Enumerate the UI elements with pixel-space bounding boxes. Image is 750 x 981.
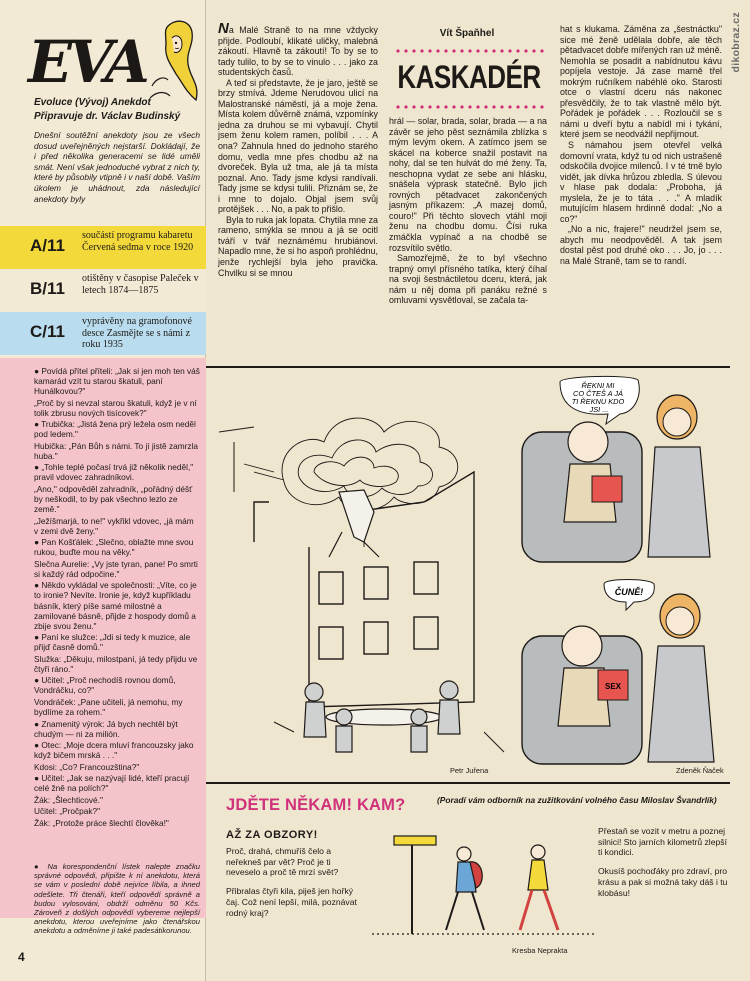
option-c-code: C/11 <box>30 322 65 341</box>
poem-stanza: Proč, drahá, chmuříš čelo a neřekneš par vět? Proč je ti neveselo a proč tě mrzí svět? <box>226 846 339 878</box>
leisure-subtitle: (Poradí vám odborník na zužitkování volného času Miloslav Švandrlík) <box>437 795 717 805</box>
falling-man <box>329 490 379 557</box>
article-title: KASKADÉR <box>397 58 541 96</box>
joke-line: „Proč by si nevzal starou škatuli, když je v ní tolik zbrusu nových tisícovek?" <box>34 397 197 418</box>
joke-line: „Ježíšmarjá, to ne!" vykřikl vdovec, „já mám v zemi dvě ženy." <box>34 515 194 536</box>
cartoon-reading-couple <box>520 372 725 572</box>
article-column-3 <box>560 24 722 267</box>
man-head <box>568 422 608 462</box>
leisure-title: JDĚTE NĚKAM! KAM? <box>226 796 406 814</box>
cartoon-credit-right: Zdeněk Ňaček <box>676 766 724 775</box>
joke-line: ● Znamenitý výrok: Já bych nechtěl být chudým — ni za milión. <box>34 718 178 739</box>
joke-line: ● Někdo vykládal ve společnosti: „Víte, co je to ironie? Nevíte. Ironie je, když kupříkladu básník, který píše samé milostné a zamilované básně, přijde z hospody domů a zbije svou ženu." <box>34 580 197 631</box>
window <box>364 567 388 599</box>
site-badge-text: dikobraz.cz <box>730 12 742 73</box>
joke-line: ● Trubička: „Jistá žena prý ležela osm neděl pod ledem." <box>34 419 196 440</box>
eva-subtitle: Evoluce (Vývoj) Anekdot <box>34 97 151 108</box>
joke-line: Kdosi: „Co? Francouzština?" <box>34 761 140 772</box>
article-paragraph: S námahou jsem otevřel velká domovní vrata, když tu od nich ustrašeně odskočila dvojice milenců. I v té tmě bylo vidět, jak dívka hrůzou zbledla. S úlevou v hlase pak dodala: „Proboha, já myslela, že je to táta . . ." A mladík mutujícím hlasem hrdinně dodal: „No a co?" <box>560 140 722 224</box>
man-head <box>562 626 602 666</box>
article-paragraph: Byla to ruka jak lopata. Chytila mne za rameno, smýkla se mnou a já se ocitl tváří v tvář neznámému hrubiánovi. Napadlo mne, že si ho aspoň prohlédnu, jenže rychlejší byla jeho pravička. Chvilku si se mnou <box>218 214 378 278</box>
window <box>319 627 343 659</box>
article-paragraph: hrál — solar, brada, solar, brada — a na závěr se jeho pěst seznámila zblízka s mým levým okem. A zatímco jsem se skácel na koberce snažil postavit na nohy, dal se ten hulvát do mé ženy. Ta, neschopna vydat ze sebe ani hlásku, snášela výprask statečně. Bylo jich rovných pětadvacet zakončených jasným příkazem: „A mazej domů, couro!" Při těchto slovech vtáhl moji ženu na chodbu domu. Čísi ruka zmáčkla vypínač a na chodbě se rozsvítilo světlo. <box>389 116 547 253</box>
option-b-code: B/11 <box>30 279 65 298</box>
article-paragraph: Samozřejmě, že to byl všechno trapný omyl přísného tatíka, který číhal na svoji šestnáctiletou dceru, která, jak nám u něj doma při panáku režné s omluvami vysvětloval, se začala ta- <box>389 253 547 306</box>
joke-line: ● Učitel: „Proč nechodíš rovnou domů, Vondráčku, co?" <box>34 675 176 696</box>
poem-stanza: Okusíš pochoďáky pro zdraví, pro krásu a pak si možná taky dáš i tu klobásu! <box>598 866 728 898</box>
leisure-poem-right <box>598 826 728 906</box>
joke-line: ● „Tohle teplé počasí trvá již několik neděl," pravil vdovec zahradníkovi. <box>34 462 194 483</box>
leisure-poem-left <box>226 846 360 926</box>
building <box>219 427 474 707</box>
poem-stanza: Přibralas čtyři kila, piješ jen hořký čaj. Což není lepší, milá, poznávat rodný kraj? <box>226 886 357 918</box>
leisure-credit: Kresba Neprakta <box>512 946 568 955</box>
jokes-panel <box>0 358 206 918</box>
eva-prepared-by: Připravuje dr. Václav Budinský <box>34 111 181 122</box>
cartoon-burning-building <box>214 372 514 772</box>
cartoon-sex-book <box>520 576 725 772</box>
eva-girl-drawing <box>146 18 202 108</box>
rescuers <box>304 681 460 752</box>
window <box>414 617 438 649</box>
option-a-text: součástí programu kabaretu Červená sedma v roce 1920 <box>82 230 194 253</box>
option-b <box>0 269 206 312</box>
article-author: Vít Špaňhel <box>439 28 495 39</box>
article-paragraph: Na Malé Straně to na mne vždycky přijde. Podloubí, klikaté uličky, malebná zákoutí. Hlavně ta zákoutí! To by se to tady tulilo, to by se to vinulo . . . jako za studentských časů. <box>218 20 378 78</box>
poem-stanza: Přestaň se vozit v metru a poznej silnici! Sto jarních kilometrů zlepší ti kondici. <box>598 826 727 858</box>
window <box>319 572 343 604</box>
site-badge <box>728 8 748 98</box>
leisure-heading: AŽ ZA OBZORY! <box>226 829 318 841</box>
article-kaskader <box>206 0 726 366</box>
joke-line: Hubička: „Pán Bůh s námi. To jí jistě zamrzla huba." <box>34 440 199 461</box>
book-label: SEX <box>604 682 622 691</box>
joke-line: „Ano," odpověděl zahradník, „pořádný déšť by neškodil, to by pak všechno lezlo ze země." <box>34 484 193 515</box>
joke-line: ● Učitel: „Jak se nazývají lidé, kteří pracují celé žně na polích?" <box>34 773 190 794</box>
joke-line: Žák: „Šlechticové." <box>34 794 103 805</box>
joke-line: Učitel: „Pročpak?" <box>34 806 101 817</box>
book <box>592 476 622 502</box>
window <box>414 562 438 594</box>
article-paragraph: „No a nic, frajere!" neudržel jsem se, abych mu neodpověděl. A tak jsem dostal pěst pod druhé oko . . . Jo, jo . . . na Malé Straně, tam se to randí. <box>560 224 722 267</box>
article-paragraph: A teď si představte, že je jaro, ještě se brzy stmívá. Jdeme Nerudovou ulicí na Malostranské náměstí, já a moje žena. Místa kolem důvěrně známá, vzpomínky jedna za druhou se mi vybavují. Chytil jsem ženu kolem ramen, políbil . . . A ona? Zahnula hned do jednoho starého domu, vedla mne přes chodbu až na dvoreček. Byla už tma, ale já ta místa poznal. Ano. Tady jsme kdysi randívali. Tady jsme se kdysi tulili. Přiznám se, že i mne to dojalo. Objal jsem svůj protějšek . . . No, a pak to přišlo. <box>218 77 378 215</box>
woman-dress <box>648 447 710 557</box>
section-rule <box>206 782 730 784</box>
hiker-man <box>446 847 484 930</box>
joke-line: Žák: „Protože práce šlechtí člověka!" <box>34 817 169 828</box>
signpost <box>394 836 436 934</box>
bubble-line-4: JSI ... <box>589 405 609 414</box>
joke-line: ● Povídá přítel příteli: „Jak si jen moh ten váš kamarád vzít tu starou škatuli, paní Hunálkovou?" <box>34 366 200 397</box>
dotted-divider <box>394 48 544 54</box>
joke-line: ● Otec: „Moje dcera mluví francouzsky jako když bičem mrská . . ." <box>34 740 194 761</box>
option-c <box>0 312 206 355</box>
article-column-2 <box>389 116 547 306</box>
eva-intro: Dnešní soutěžní anekdoty jsou ze všech dosud uveřejněných nejstarší. Dokládají, že i před několika generacemi se lidé uměli smát. Není však jednoduché vybrat z nich ty, které by působily vtipně i v naší době. Vaším úkolem je uhádnout, zda následující anekdoty byly <box>34 130 200 204</box>
page-number: 4 <box>18 950 25 964</box>
dotted-divider <box>394 104 544 110</box>
eva-sidebar <box>0 0 206 981</box>
contest-instructions: ● Na korespondenční lístek nalepte značku správné odpovědi, připište k ní anekdotu, která se vám v poslední době nejvíce líbila, a ihned odešlete. Tři čtenáři, kteří odpovědí správně a budou vylosováni, obdrží odměnu 50 Kčs. Zároveň z došlých odpovědí vybereme nejlepší anekdotu, kterou uveřejníme jako čtenářskou anekdotu a odměníme ji také padesátikorunou. <box>34 862 200 936</box>
hiker-woman <box>520 845 558 930</box>
article-column-1 <box>218 20 378 278</box>
bubble-line-2: CO ČTEŠ A JÁ <box>572 389 623 398</box>
bubble-text: ČUNĚ! <box>614 587 644 597</box>
joke-line: ● Paní ke služce: „Jdi si tedy k muzice, ale přijď časně domů." <box>34 632 191 653</box>
woman-dress <box>648 646 714 762</box>
hikers-drawing <box>372 826 594 944</box>
window <box>364 622 388 654</box>
jokes-list <box>34 366 200 830</box>
option-c-text: vyprávěny na gramofonové desce Zasmějte se s námi z roku 1935 <box>82 316 192 350</box>
cartoon-credit-left: Petr Juřena <box>450 766 489 775</box>
eva-logo <box>28 18 198 104</box>
bubble-line-1: ŘEKNI MI <box>581 381 615 390</box>
option-b-text: otištěny v časopise Paleček v letech 1874—1875 <box>82 273 199 296</box>
joke-line: ● Pan Košťálek: „Slečno, oblažte mne svou rukou, buďte mou na věky." <box>34 537 194 558</box>
joke-line: Služka: „Děkuju, milostpaní, já tedy přijdu ve čtyři ráno." <box>34 653 198 674</box>
article-paragraph: hat s klukama. Záměna za „šestnáctku" sice mé ženě udělala dobře, ale těch pětadvacet dobře mířených ran už méně. Nemohla se posadit a nabídnutou kávu popíjela vestoje. Já zase marně třel mokrým ručníkem nabéhlé oko. Starosti otce o vlastní dceru nás nakonec přesvědčily, že to tak vlastně mělo být. Pořádek je pořádek . . . Rozloučil se s námi u dveří bytu a nabídl mi i tykání, které jsem se neodvážil nepřijmout. <box>560 24 722 140</box>
section-rule <box>206 366 730 368</box>
joke-line: Slečna Aurelie: „Vy jste tyran, pane! Po smrti si každý rád odpočine." <box>34 558 198 579</box>
option-a <box>0 226 206 269</box>
option-a-code: A/11 <box>30 236 65 255</box>
joke-line: Vondráček: „Pane učiteli, já nemohu, my bydlíme za rohem." <box>34 696 183 717</box>
eva-logo-text: EVA <box>28 28 146 96</box>
bubble-line-3: TI ŘEKNU KDO <box>571 397 625 406</box>
